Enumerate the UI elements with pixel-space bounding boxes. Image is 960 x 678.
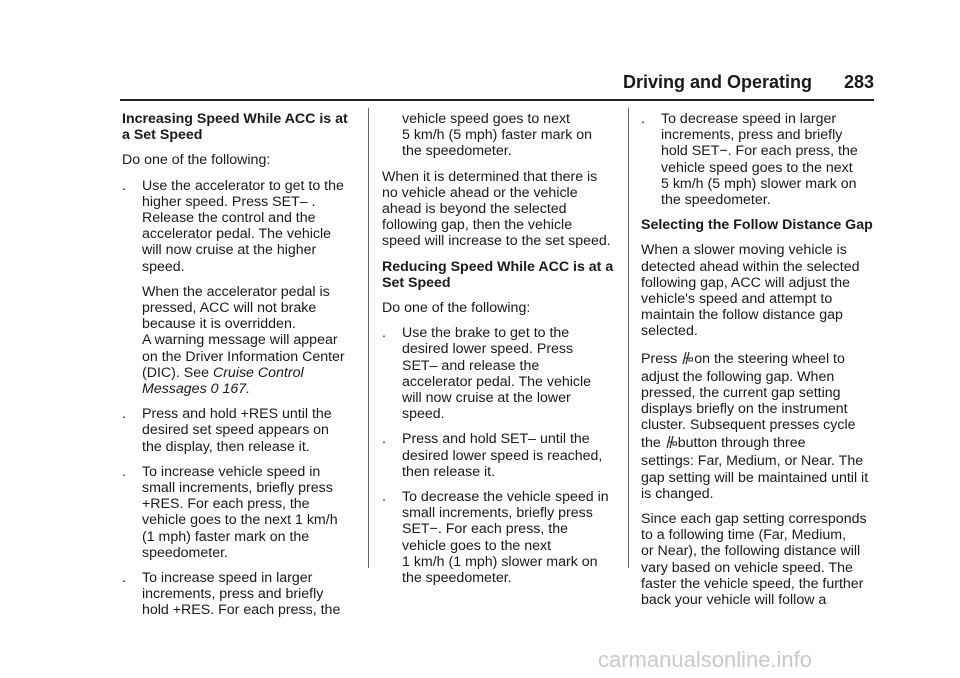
- bullet: .: [641, 111, 645, 127]
- list-item: . Use the brake to get to the desired lower speed. Press SET– and release the accelerator pedal. The vehicle will now cruise at the lower speed.: [382, 325, 592, 423]
- cross-reference-link[interactable]: Messages: [142, 381, 207, 398]
- list-item-continuation: vehicle speed goes to next 5 km/h (5 mph) faster mark on the speedometer.: [402, 111, 593, 160]
- list-item-note: When the accelerator pedal is pressed, ACC will not brake because it is overridden. A warning message will appear on the Driver Information Center (DIC). See Cruise Control Messages 0 167.: [142, 283, 345, 398]
- paragraph: Press on the steering wheel to adjust the following gap. When pressed, the current gap setting displays briefly on the instrument cluster. Subsequent presses cycle the button through three settings: Far, Medium, or Near. The gap setting will be maintained until it is changed.: [641, 350, 869, 502]
- column-divider: [628, 108, 629, 568]
- list-item: . Use the accelerator to get to the higher speed. Press SET– . Release the control and the accelerator pedal. The vehicle will now cruise at the higher speed.: [122, 177, 344, 275]
- list-item: . To increase vehicle speed in small increments, briefly press +RES. For each press, the vehicle goes to the next 1 km/h (1 mph) faster mark on the speedometer.: [122, 463, 338, 561]
- header-rule: [120, 99, 874, 101]
- cross-reference-link[interactable]: Cruise Control: [212, 364, 304, 381]
- page-header: [120, 72, 874, 98]
- paragraph: When a slower moving vehicle is detected ahead within the selected following gap, ACC will adjust the vehicle's speed and attempt to maintain the follow distance gap selected.: [641, 242, 860, 340]
- column-2: [382, 111, 618, 595]
- list-item: . To increase speed in larger increments, press and briefly hold +RES. For each press, the: [122, 570, 341, 619]
- column-divider: [368, 108, 369, 568]
- list-item: . Press and hold +RES until the desired set speed appears on the display, then release it.: [122, 406, 332, 455]
- bullet: .: [122, 463, 126, 480]
- page-reference: 0 167.: [210, 381, 251, 398]
- intro-text: Do one of the following:: [122, 152, 271, 169]
- follow-gap-icon: [665, 434, 677, 450]
- bullet: .: [382, 325, 386, 342]
- heading-follow-distance-gap: Selecting the Follow Distance Gap: [641, 217, 873, 234]
- intro-text: Do one of the following:: [382, 300, 531, 317]
- paragraph: Since each gap setting corresponds to a following time (Far, Medium, or Near), the following distance will vary based on vehicle speed. The faster the vehicle speed, the further back your vehicle will follow a: [641, 511, 867, 609]
- watermark: carmanualsonline.info: [598, 647, 813, 672]
- follow-gap-icon: [681, 350, 693, 366]
- list-item: . To decrease speed in larger increments, press and briefly hold SET−. For each press, the vehicle speed goes to the next 5 km/h (5 mph) slower mark on the speedometer.: [641, 111, 858, 209]
- paragraph: When it is determined that there is no vehicle ahead or the vehicle ahead is beyond the selected following gap, then the vehicle speed will increase to the set speed.: [382, 168, 611, 250]
- column-1: [122, 111, 358, 628]
- bullet: .: [382, 489, 386, 506]
- bullet: .: [122, 177, 126, 194]
- heading-reducing-speed: Reducing Speed While ACC is at a Set Speed: [382, 258, 614, 291]
- heading-increasing-speed: Increasing Speed While ACC is at a Set Speed: [122, 111, 348, 144]
- section-title: Driving and Operating: [622, 72, 812, 92]
- bullet: .: [122, 406, 126, 423]
- bullet: .: [122, 570, 126, 587]
- list-item: . To decrease the vehicle speed in small increments, briefly press SET−. For each press, the vehicle goes to the next 1 km/h (1 mph) slower mark on the speedometer.: [382, 489, 609, 587]
- bullet: .: [382, 431, 386, 448]
- list-item: . Press and hold SET– until the desired lower speed is reached, then release it.: [382, 431, 603, 480]
- page-number: 283: [843, 72, 874, 92]
- column-3: [641, 111, 877, 617]
